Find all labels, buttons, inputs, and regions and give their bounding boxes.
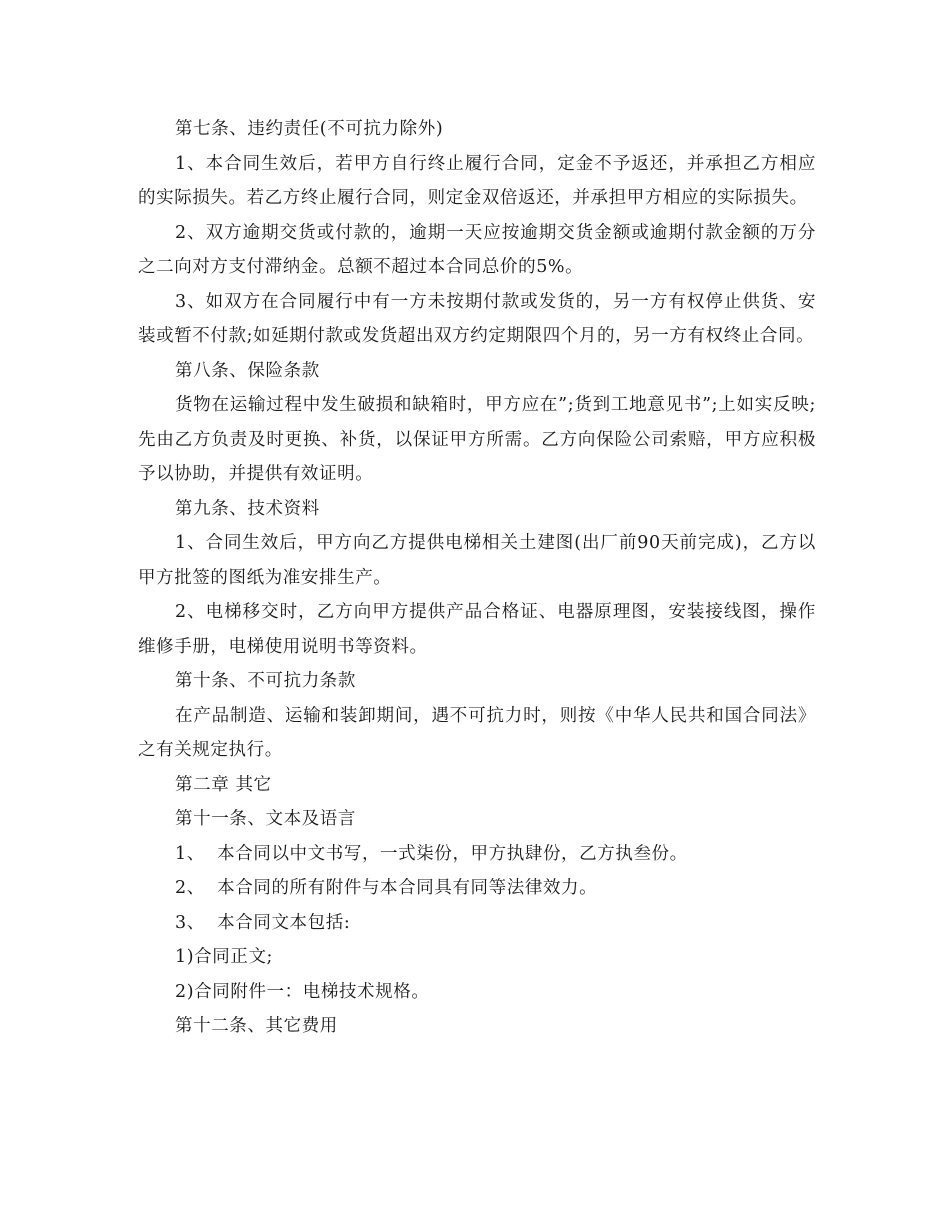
article-10-body: 在产品制造、运输和装卸期间，遇不可抗力时，则按《中华人民共和国合同法》之有关规定执行。 [138, 705, 816, 760]
document-page [138, 112, 816, 1044]
article-9-heading: 第九条、技术资料 [175, 498, 320, 519]
article-7-clause-1: 1、本合同生效后，若甲方自行终止履行合同，定金不予返还，并承担乙方相应的实际损失。若乙方终止履行合同，则定金双倍返还，并承担甲方相应的实际损失。 [138, 153, 816, 208]
article-9-clause-2: 2、电梯移交时，乙方向甲方提供产品合格证、电器原理图，安装接线图，操作维修手册，电梯使用说明书等资料。 [138, 602, 816, 657]
article-11-clause-2: 2、 本合同的所有附件与本合同具有同等法律效力。 [175, 878, 598, 898]
article-11-heading: 第十一条、文本及语言 [175, 809, 356, 829]
chapter-2-heading: 第二章 其它 [175, 774, 272, 795]
article-11-item-1: 1)合同正文; [175, 947, 274, 967]
article-11-item-2: 2)合同附件一：电梯技术规格。 [175, 981, 430, 1002]
article-8-body: 货物在运输过程中发生破损和缺箱时，甲方应在”;货到工地意见书”;上如实反映;先由乙方负责及时更换、补货，以保证甲方所需。乙方向保险公司索赔，甲方应积极予以协助，并提供有效证明。 [138, 395, 816, 484]
article-12-heading: 第十二条、其它费用 [175, 1016, 338, 1036]
article-11-clause-1: 1、 本合同以中文书写，一式柒份，甲方执肆份，乙方执叁份。 [175, 843, 688, 864]
article-7-clause-3: 3、如双方在合同履行中有一方未按期付款或发货的，另一方有权停止供货、安装或暂不付款;如延期付款或发货超出双方约定期限四个月的，另一方有权终止合同。 [138, 291, 816, 346]
article-10-heading: 第十条、不可抗力条款 [175, 671, 356, 691]
article-7-heading: 第七条、违约责任(不可抗力除外) [175, 119, 444, 139]
article-9-clause-1: 1、合同生效后，甲方向乙方提供电梯相关土建图(出厂前90天前完成)，乙方以甲方批签的图纸为准安排生产。 [138, 533, 816, 588]
article-8-heading: 第八条、保险条款 [175, 360, 320, 381]
article-7-clause-2: 2、双方逾期交货或付款的，逾期一天应按逾期交货金额或逾期付款金额的万分之二向对方支付滞纳金。总额不超过本合同总价的5%。 [138, 222, 816, 277]
article-11-clause-3: 3、 本合同文本包括: [175, 912, 351, 933]
